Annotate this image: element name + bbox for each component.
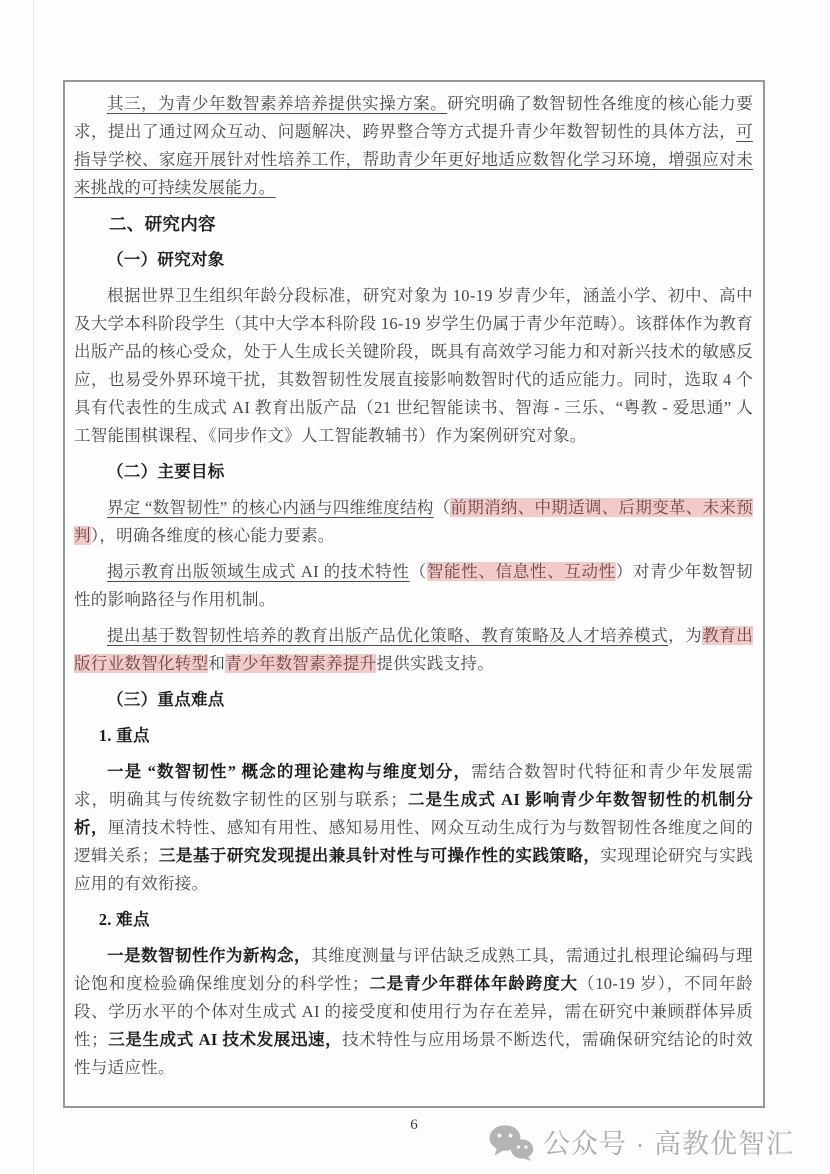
subsection-heading <box>74 246 753 274</box>
text-segment: （ <box>433 498 451 517</box>
text-segment: 其维度测量与评估缺乏成熟工具，需通过扎根理论编码与理论饱和度检验确保维度划分的科学性； <box>74 946 753 993</box>
document-body <box>74 90 753 1082</box>
text-segment: 实现理论研究与实践应用的有效衔接。 <box>74 846 753 893</box>
text-segment: 二是青少年群体年龄跨度大 <box>368 974 578 993</box>
text-segment: 二是生成式 AI 影响青少年数智韧性的机制分析， <box>74 790 754 837</box>
text-segment: ），明确各维度的核心能力要素。 <box>90 526 335 545</box>
text-segment: （二）主要目标 <box>107 462 225 481</box>
text-segment: 厘清技术特性、感知有用性、感知易用性、网众互动生成行为与数智韧性各维度之间的逻辑关系； <box>74 818 753 865</box>
scan-edge-artifact <box>33 0 34 1174</box>
text-segment: 智能性、信息性、互动性 <box>426 562 616 581</box>
paragraph <box>74 622 753 678</box>
text-segment: 二、研究内容 <box>109 214 216 234</box>
document-text-frame <box>63 80 765 1108</box>
text-segment: 提供实践支持。 <box>376 654 495 673</box>
section-heading <box>74 210 753 238</box>
text-segment: 三是生成式 AI 技术发展迅速， <box>107 1030 343 1049</box>
text-segment: 一是数智韧性作为新构念， <box>107 946 312 965</box>
text-segment: （10-19 岁），不同年龄段、学历水平的个体对生成式 AI 的接受度和使用行为存在差异，需在研究中兼顾群体异质性； <box>74 974 753 1049</box>
paragraph <box>74 942 753 1082</box>
wechat-icon <box>488 1123 534 1161</box>
text-segment: 三是基于研究发现提出兼具针对性与可操作性的实践策略， <box>158 846 601 865</box>
text-segment: （三）重点难点 <box>107 690 225 709</box>
subsection-heading <box>74 458 753 486</box>
paragraph <box>74 90 753 202</box>
text-segment: 界定 “数智韧性” 的核心内涵与四维维度结构 <box>107 498 434 517</box>
text-segment: 技术特性与应用场景不断迭代，需确保研究结论的时效性与适应性。 <box>74 1030 753 1077</box>
text-segment: 研究明确了数智韧性各维度的核心能力要求，提出了通过网众互动、问题解决、跨界整合等方式提升青少年数智韧性的具体方法， <box>74 94 753 141</box>
subsection-heading <box>74 686 753 714</box>
text-segment: 其三，为青少年数智素养培养提供实操方案。 <box>107 94 448 113</box>
text-segment: 提出基于数智韧性培养的教育出版产品优化策略、教育策略及人才培养模式 <box>107 626 669 645</box>
text-segment: ）对青少年数智韧性的影响路径与作用机制。 <box>74 562 753 609</box>
text-segment: 前期消纳、中期适调、后期变革、未来预判 <box>74 498 753 545</box>
text-segment: ，为 <box>668 626 703 645</box>
text-segment: 揭示教育出版领域生成式 AI 的技术特性 <box>107 562 410 581</box>
text-segment: 1. 重点 <box>98 726 150 745</box>
text-segment: 一是 “数智韧性” 概念的理论建构与维度划分， <box>107 762 472 781</box>
watermark-text: 公众号 · 高教优智汇 <box>543 1129 794 1159</box>
text-segment: 2. 难点 <box>98 910 150 929</box>
text-segment: 可指导学校、家庭开展针对性培养工作，帮助青少年更好地适应数智化学习环境，增强应对未来挑战的可持续发展能力。 <box>74 122 753 197</box>
text-segment: 需结合数智时代特征和青少年发展需求，明确其与传统数字韧性的区别与联系； <box>74 762 753 809</box>
text-segment: （一）研究对象 <box>107 250 225 269</box>
paragraph <box>74 758 753 898</box>
watermark <box>488 1122 794 1161</box>
paragraph <box>74 558 753 614</box>
text-segment: 教育出版行业数智化转型 <box>74 626 753 673</box>
text-segment: （ <box>409 562 427 581</box>
page-number: 6 <box>410 1117 418 1133</box>
list-heading <box>74 906 753 934</box>
text-segment: 青少年数智素养提升 <box>225 654 377 673</box>
text-segment: 根据世界卫生组织年龄分段标准，研究对象为 10-19 岁青少年，涵盖小学、初中、高中及大学本科阶段学生（其中大学本科阶段 16-19 岁学生仍属于青少年范畴）。该群体作为教育出版产品的核心受众，处于人生成长关键阶段，既具有高效学习能力和对新兴技术的敏感反应，也易受外界环境干扰，其数智韧性发展直接影响数智时代的适应能力。同时，选取 4 个具有代表性的生成式 AI 教育出版产品（21 世纪智能读书、智海 - 三乐、“粤教 - 爱思通” 人工智能围棋课程、《同步作文》人工智能教辅书）作为案例研究对象。 <box>74 286 753 445</box>
text-segment: 和 <box>208 654 226 673</box>
list-heading <box>74 722 753 750</box>
paragraph <box>74 282 753 450</box>
paragraph <box>74 494 753 550</box>
